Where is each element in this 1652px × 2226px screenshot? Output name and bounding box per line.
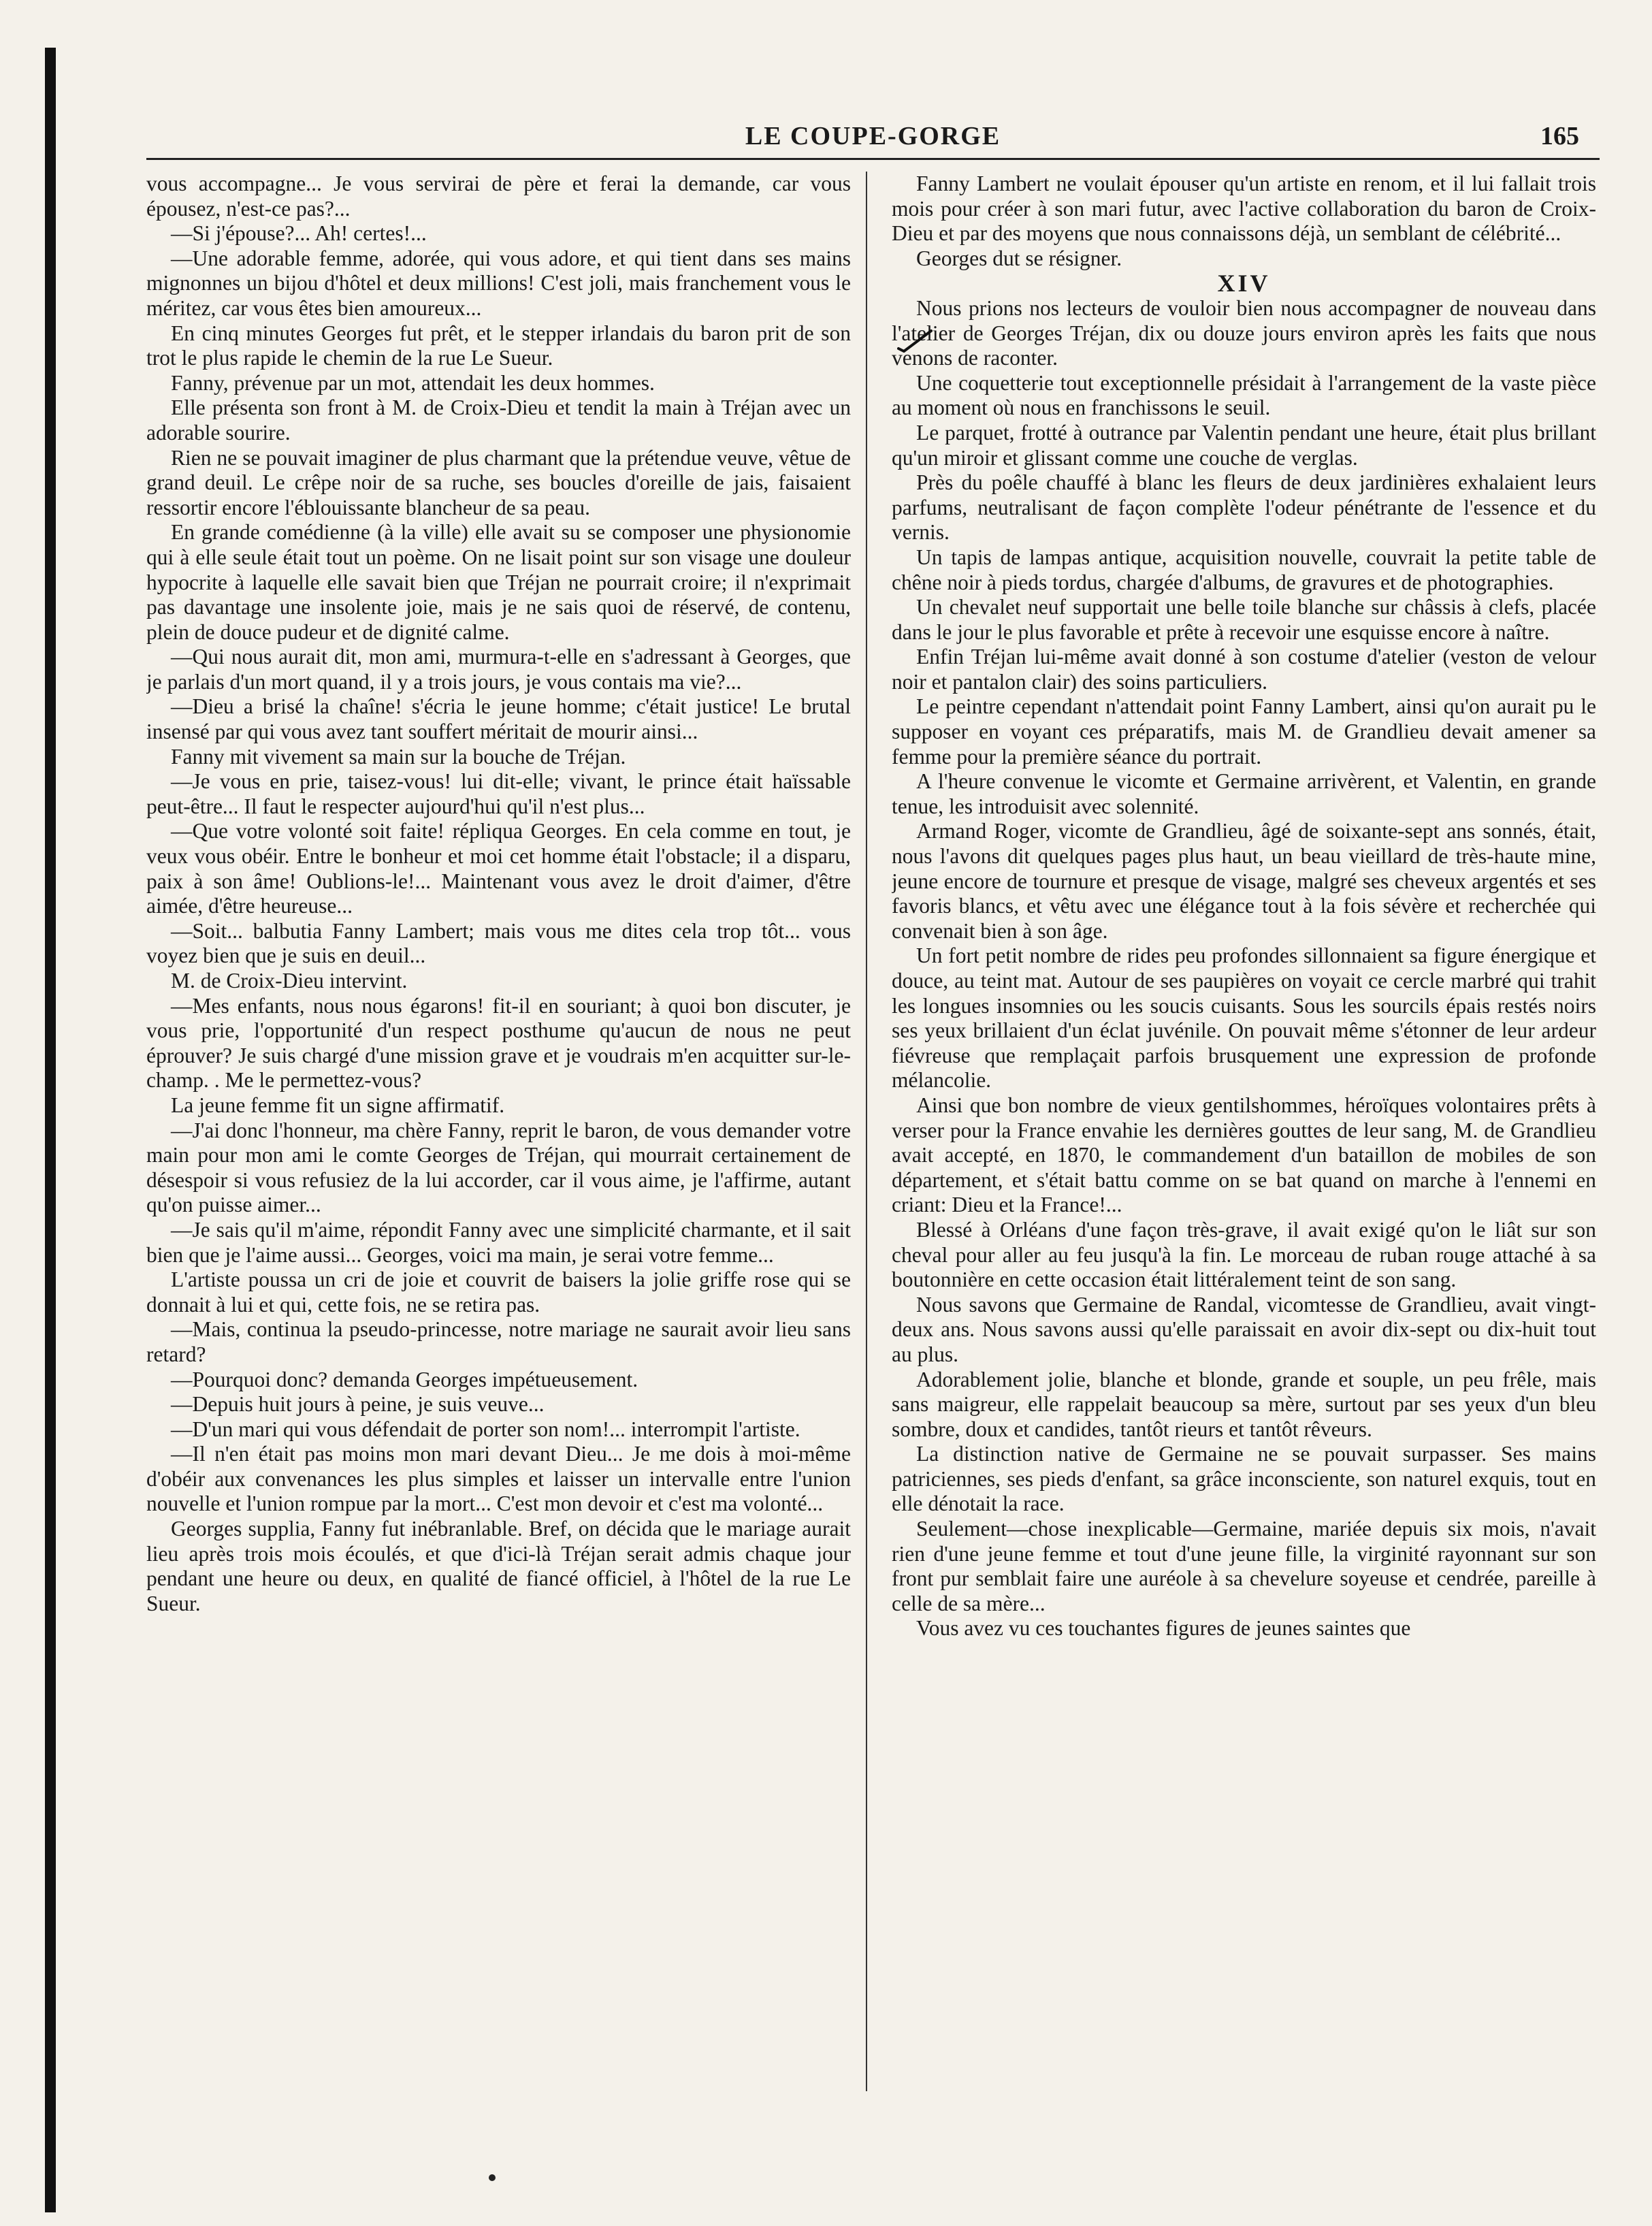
paragraph: —Dieu a brisé la chaîne! s'écria le jeune homme; c'était justice! Le brutal insensé par qui vous avez tant souffert méritait de mourir ainsi... bbox=[146, 694, 851, 744]
paragraph: Nous prions nos lecteurs de vouloir bien nous accompagner de nouveau dans l'atelier de Georges Tréjan, dix ou douze jours environ après les faits que nous venons de raconter. bbox=[892, 295, 1596, 370]
running-title: LE COUPE-GORGE bbox=[745, 122, 1001, 150]
paragraph: —D'un mari qui vous défendait de porter son nom!... interrompit l'artiste. bbox=[171, 1417, 800, 1441]
page-header bbox=[146, 116, 1600, 160]
paragraph: —Il n'en était pas moins mon mari devant Dieu... Je me dois à moi-même d'obéir aux convenances les plus simples et laisser un intervalle entre l'union nouvelle et l'union rompue par la mort... C'est mon devoir et c'est ma volonté... bbox=[146, 1442, 851, 1516]
paragraph: Adorablement jolie, blanche et blonde, grande et souple, un peu frêle, mais sans maigreur, elle rappelait beaucoup sa mère, surtout par ses yeux d'un bleu sombre, doux et candides, tantôt rieurs et tantôt rêveurs. bbox=[892, 1367, 1596, 1441]
paragraph: En grande comédienne (à la ville) elle avait su se composer une physionomie qui à elle seule était tout un poème. On ne lisait point sur son visage une douleur hypocrite à laquelle elle savait bien que Tréjan ne pourrait croire; il n'exprimait pas davantage une insolente joie, mais je ne sais quoi de réservé, de contenu, plein de douce pudeur et de dignité calme. bbox=[146, 520, 851, 644]
paragraph: Blessé à Orléans d'une façon très-grave, il avait exigé qu'on le liât sur son cheval pour aller au feu jusqu'à la fin. Le morceau de ruban rouge attaché à sa boutonnière en cette occasion était littéralement teint de son sang. bbox=[892, 1217, 1596, 1292]
paragraph: —Je vous en prie, taisez-vous! lui dit-elle; vivant, le prince était haïssable peut-être... Il faut le respecter aujourd'hui qu'il n'est plus... bbox=[146, 769, 851, 818]
paragraph: —Qui nous aurait dit, mon ami, murmura-t-elle en s'adressant à Georges, que je parlais d'un mort quand, il y a trois jours, je vous contais ma vie?... bbox=[146, 645, 851, 694]
paragraph: Fanny mit vivement sa main sur la bouche de Tréjan. bbox=[171, 744, 626, 769]
paragraph: —Mais, continua la pseudo-princesse, notre mariage ne saurait avoir lieu sans retard? bbox=[146, 1317, 851, 1366]
paragraph: Seulement—chose inexplicable—Germaine, mariée depuis six mois, n'avait rien d'une jeune femme et tout d'une jeune fille, la virginité rayonnant sur son front pur semblait faire une auréole à sa chevelure soyeuse et cendrée, pareille à celle de sa mère... bbox=[892, 1517, 1596, 1615]
paragraph: Le peintre cependant n'attendait point Fanny Lambert, ainsi qu'on aurait pu le supposer en voyant ces préparatifs, mais M. de Grandlieu devait amener sa femme pour la première séance du portrait. bbox=[892, 694, 1596, 769]
paragraph: Un tapis de lampas antique, acquisition nouvelle, couvrait la petite table de chêne noir à pieds tordus, chargée d'albums, de gravures et de photographies. bbox=[892, 545, 1596, 594]
footer-dot bbox=[489, 2174, 496, 2181]
paragraph: Un fort petit nombre de rides peu profondes sillonnaient sa figure énergique et douce, au teint mat. Autour de ses paupières on voyait ce cercle marbré qui trahit les longues insomnies ou les soucis cuisants. Sous les sourcils épais restés noirs ses yeux brillaient d'un éclat juvénile. On pouvait même s'étonner de leur ardeur fiévreuse que remplaçait parfois brusquement une expression de profonde mélancolie. bbox=[892, 943, 1596, 1093]
chapter-number: XIV bbox=[1217, 270, 1271, 297]
paragraph: La distinction native de Germaine ne se pouvait surpasser. Ses mains patriciennes, ses pieds d'enfant, sa grâce inconsciente, son naturel exquis, tout en elle dénotait la race. bbox=[892, 1442, 1596, 1516]
paragraph: —Soit... balbutia Fanny Lambert; mais vous me dites cela trop tôt... vous voyez bien que je suis en deuil... bbox=[146, 918, 851, 968]
paragraph: Près du poêle chauffé à blanc les fleurs de deux jardinières exhalaient leurs parfums, neutralisant de façon complète l'odeur pénétrante de l'essence et du vernis. bbox=[892, 470, 1596, 545]
paragraph: Ainsi que bon nombre de vieux gentilshommes, héroïques volontaires prêts à verser pour la France envahie les dernières gouttes de leur sang, M. de Grandlieu avait accepté, en 1870, le commandement d'un bataillon de mobiles de son département, et s'était battu comme on se bat quand on marche à l'ennemi en criant: Dieu et la France!... bbox=[892, 1093, 1596, 1217]
pencil-check-mark bbox=[897, 328, 934, 353]
page-number: 165 bbox=[1540, 122, 1579, 150]
paragraph: Une coquetterie tout exceptionnelle présidait à l'arrangement de la vaste pièce au moment où nous en franchissons le seuil. bbox=[892, 370, 1596, 420]
paragraph: Elle présenta son front à M. de Croix-Dieu et tendit la main à Tréjan avec un adorable sourire. bbox=[146, 396, 851, 445]
paragraph: —Mes enfants, nous nous égarons! fit-il en souriant; à quoi bon discuter, je vous prie, l'opportunité d'un respect posthume qu'aucun de nous ne peut éprouver? Je suis chargé d'une mission grave et je voudrais m'en acquitter sur-le-champ. . Me le permettez-vous? bbox=[146, 993, 851, 1093]
paragraph: Le parquet, frotté à outrance par Valentin pendant une heure, était plus brillant qu'un miroir et glissant comme une couche de verglas. bbox=[892, 420, 1596, 470]
paragraph: —Si j'épouse?... Ah! certes!... bbox=[171, 221, 427, 246]
column-divider bbox=[866, 172, 867, 2091]
paragraph: —Une adorable femme, adorée, qui vous adore, et qui tient dans ses mains mignonnes un bijou d'hôtel et deux millions! C'est joli, mais franchement vous le méritez, car vous êtes bien amoureux... bbox=[146, 246, 851, 320]
paragraph: L'artiste poussa un cri de joie et couvrit de baisers la jolie griffe rose qui se donnait à lui et qui, cette fois, ne se retira pas. bbox=[146, 1268, 851, 1317]
paragraph: vous accompagne... Je vous servirai de père et ferai la demande, car vous épousez, n'est-ce pas?... bbox=[146, 172, 851, 221]
paragraph: Fanny, prévenue par un mot, attendait les deux hommes. bbox=[171, 370, 655, 395]
paragraph: —Depuis huit jours à peine, je suis veuve... bbox=[171, 1392, 545, 1417]
paragraph: Georges dut se résigner. bbox=[916, 246, 1122, 270]
paragraph: Vous avez vu ces touchantes figures de jeunes saintes que bbox=[916, 1616, 1411, 1641]
paragraph: Rien ne se pouvait imaginer de plus charmant que la prétendue veuve, vêtue de grand deuil. Le crêpe noir de sa ruche, ses boucles d'oreille de jais, faisaient ressortir encore l'éblouissante blancheur de sa peau. bbox=[146, 445, 851, 519]
paragraph: Nous savons que Germaine de Randal, vicomtesse de Grandlieu, avait vingt-deux ans. Nous savons aussi qu'elle paraissait en avoir dix-sept ou dix-huit tout au plus. bbox=[892, 1292, 1596, 1366]
paragraph: Fanny Lambert ne voulait épouser qu'un artiste en renom, et il lui fallait trois mois pour créer à son mari futur, avec l'active collaboration du baron de Croix-Dieu et par des moyens que nous connaissons déjà, un semblant de célébrité... bbox=[892, 172, 1596, 246]
paragraph: —J'ai donc l'honneur, ma chère Fanny, reprit le baron, de vous demander votre main pour mon ami le comte Georges de Tréjan, qui mourrait certainement de désespoir si vous refusiez de la lui accorder, car il vous aime, je l'affirme, autant qu'on puisse aimer... bbox=[146, 1118, 851, 1217]
paragraph: La jeune femme fit un signe affirmatif. bbox=[171, 1093, 505, 1117]
paragraph: Un chevalet neuf supportait une belle toile blanche sur châssis à clefs, placée dans le jour le plus favorable et prête à recevoir une esquisse encore à naître. bbox=[892, 595, 1596, 644]
paragraph: —Pourquoi donc? demanda Georges impétueusement. bbox=[171, 1367, 638, 1391]
right-column bbox=[892, 172, 1596, 2187]
paragraph: M. de Croix-Dieu intervint. bbox=[171, 969, 408, 993]
paragraph: Armand Roger, vicomte de Grandlieu, âgé de soixante-sept ans sonnés, était, nous l'avons dit quelques pages plus haut, un beau vieillard de très-haute mine, jeune encore de tournure et presque de visage, malgré ses cheveux argentés et ses favoris blancs, et vêtu avec une élégance tout à la fois sévère et recherchée qui convenait bien à son âge. bbox=[892, 819, 1596, 943]
paragraph: —Que votre volonté soit faite! répliqua Georges. En cela comme en tout, je veux vous obéir. Entre le bonheur et moi cet homme était l'obstacle; il a disparu, paix à son âme! Oublions-le!... Maintenant vous avez le droit d'aimer, d'être aimée, d'être heureuse... bbox=[146, 819, 851, 918]
paragraph: En cinq minutes Georges fut prêt, et le stepper irlandais du baron prit de son trot le plus rapide le chemin de la rue Le Sueur. bbox=[146, 321, 851, 370]
paragraph: Georges supplia, Fanny fut inébranlable. Bref, on décida que le mariage aurait lieu après trois mois écoulés, et que d'ici-là Tréjan serait admis chaque jour pendant une heure ou deux, en qualité de fiancé officiel, à l'hôtel de la rue Le Sueur. bbox=[146, 1517, 851, 1615]
paragraph: A l'heure convenue le vicomte et Germaine arrivèrent, et Valentin, en grande tenue, les introduisit avec solennité. bbox=[892, 769, 1596, 818]
paragraph: Enfin Tréjan lui-même avait donné à son costume d'atelier (veston de velour noir et pantalon clair) des soins particuliers. bbox=[892, 645, 1596, 694]
left-column bbox=[146, 172, 851, 2187]
paragraph: —Je sais qu'il m'aime, répondit Fanny avec une simplicité charmante, et il sait bien que je l'aime aussi... Georges, voici ma main, je serai votre femme... bbox=[146, 1217, 851, 1267]
binding-edge bbox=[45, 48, 56, 2212]
